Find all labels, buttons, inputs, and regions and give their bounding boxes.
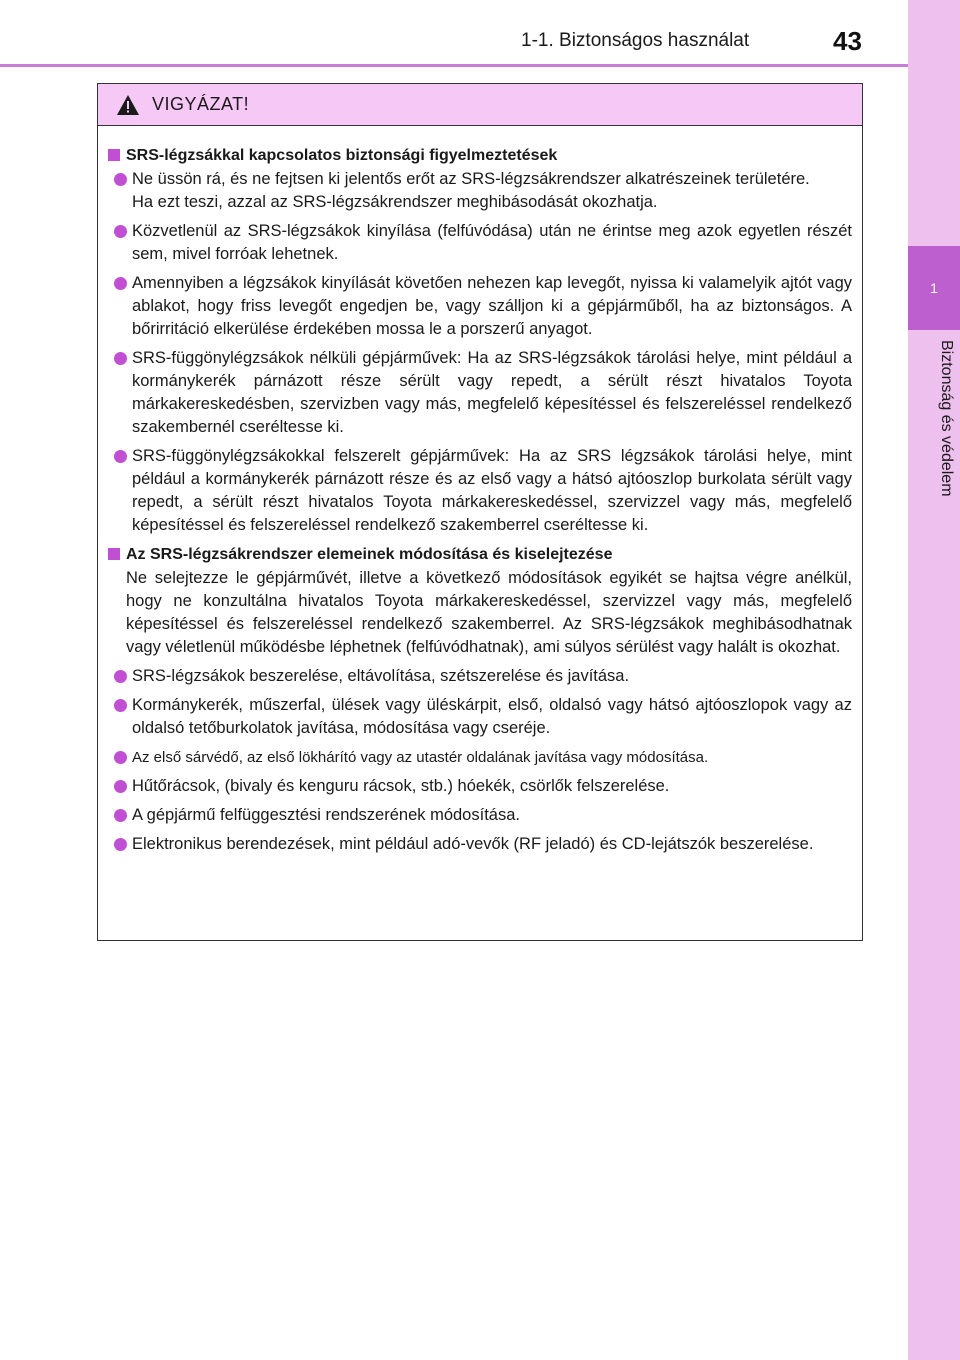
list-item-text: SRS-függönylégzsákokkal felszerelt gépjárművek: Ha az SRS légzsákok tárolási helye, mint például a kormánykerék párnázott része és az első vagy a hátsó ajtóoszlop burkolata sérült vagy repedt, a sérült részt hivatalos Toyota márkakereskedéssel, szervizzel vagy más, megfelelő képesítéssel és felszereléssel rendelkező szakemberrel cseréltesse ki. (132, 447, 852, 534)
section-heading (108, 144, 852, 167)
chapter-title[interactable]: Biztonság és védelem (938, 340, 955, 497)
header-rule (0, 64, 908, 67)
list-item-text: Közvetlenül az SRS-légzsákok kinyílása (felfúvódása) után ne érintse meg azok egyetlen részét sem, mivel forróak lehetnek. (132, 222, 852, 263)
warning-title: VIGYÁZAT! (152, 94, 250, 114)
warning-box (97, 83, 863, 941)
list-item (108, 665, 852, 688)
section-heading-text: Az SRS-légzsákrendszer elemeinek módosítása és kiselejtezése (126, 546, 613, 563)
list-item (108, 775, 852, 798)
list-item (108, 804, 852, 827)
circle-bullet-icon (114, 225, 127, 238)
list-item (108, 347, 852, 439)
square-bullet-icon (108, 548, 120, 560)
list-item (108, 746, 852, 769)
list-item (108, 272, 852, 341)
list-item-text: Kormánykerék, műszerfal, ülések vagy üléskárpit, első, oldalsó vagy hátsó ajtóoszlopok vagy az oldalsó tetőburkolatok javítása, módosítása vagy cseréje. (132, 696, 852, 737)
list-item-text: SRS-légzsákok beszerelése, eltávolítása, szétszerelése és javítása. (132, 667, 630, 685)
list-item (108, 445, 852, 537)
circle-bullet-icon (114, 352, 127, 365)
list-item (108, 220, 852, 266)
list-item-extra-text: Ha ezt teszi, azzal az SRS-légzsákrendszer meghibásodását okozhatja. (132, 193, 658, 211)
list-item-text: A gépjármű felfüggesztési rendszerének módosítása. (132, 806, 520, 824)
circle-bullet-icon (114, 173, 127, 186)
circle-bullet-icon (114, 699, 127, 712)
circle-bullet-icon (114, 809, 127, 822)
page-number: 43 (833, 26, 862, 56)
warning-header (98, 84, 862, 126)
list-item (108, 694, 852, 740)
list-item (108, 168, 852, 214)
bullet-list (108, 168, 852, 537)
circle-bullet-icon (114, 838, 127, 851)
list-item-text: Az első sárvédő, az első lökhárító vagy az utastér oldalának javítása vagy módosítása. (132, 749, 709, 766)
section-title: 1-1. Biztonságos használat (521, 30, 750, 51)
circle-bullet-icon (114, 277, 127, 290)
section-intro: Ne selejtezze le gépjárművét, illetve a következő módosítások egyikét se hajtsa végre anélkül, hogy ne konzultálna hivatalos Toyota márkakereskedéssel, szervizzel vagy más, megfelelő képesítéssel és felszereléssel rendelkező szakemberrel. Az SRS-légzsákok meghibásodhatnak vagy véletlenül működésbe léphetnek (felfúvódhatnak), ami súlyos sérülést vagy halált is okozhat. (126, 569, 852, 656)
bullet-list (108, 665, 852, 856)
circle-bullet-icon (114, 670, 127, 683)
chapter-number: 1 (930, 280, 938, 296)
list-item-text: Elektronikus berendezések, mint például adó-vevők (RF jeladó) és CD-lejátszók beszerelése. (132, 835, 814, 853)
section-heading (108, 543, 852, 566)
list-item-text: Ne üssön rá, és ne fejtsen ki jelentős erőt az SRS-légzsákrendszer alkatrészeinek területére. (132, 170, 810, 188)
list-item-text: SRS-függönylégzsákok nélküli gépjárművek: Ha az SRS-légzsákok tárolási helye, mint például a kormánykerék párnázott része sérült vagy repedt, a sérült részt hivatalos Toyota márkakereskedésben, szervizben vagy más, megfelelő képesítéssel és felszereléssel rendelkező szakembernél cseréltesse ki. (132, 349, 852, 436)
side-tab (908, 0, 960, 1360)
square-bullet-icon (108, 149, 120, 161)
list-item-text: Amennyiben a légzsákok kinyílását követően nehezen kap levegőt, nyissa ki valamelyik ajtót vagy ablakot, hogy friss levegőt engedjen be, vagy szálljon ki a gépjárműből, ha az biztonságos. A bőrirritáció elkerülése érdekében mossa le a porszerű anyagot. (132, 274, 852, 338)
circle-bullet-icon (114, 751, 127, 764)
list-item-text: Hűtőrácsok, (bivaly és kenguru rácsok, stb.) hóekék, csörlők felszerelése. (132, 777, 670, 795)
section-heading-text: SRS-légzsákkal kapcsolatos biztonsági figyelmeztetések (126, 147, 558, 164)
chapter-number-box[interactable] (908, 246, 960, 330)
list-item (108, 833, 852, 856)
warning-triangle-icon (116, 94, 140, 116)
warning-content (98, 126, 862, 856)
circle-bullet-icon (114, 780, 127, 793)
circle-bullet-icon (114, 450, 127, 463)
